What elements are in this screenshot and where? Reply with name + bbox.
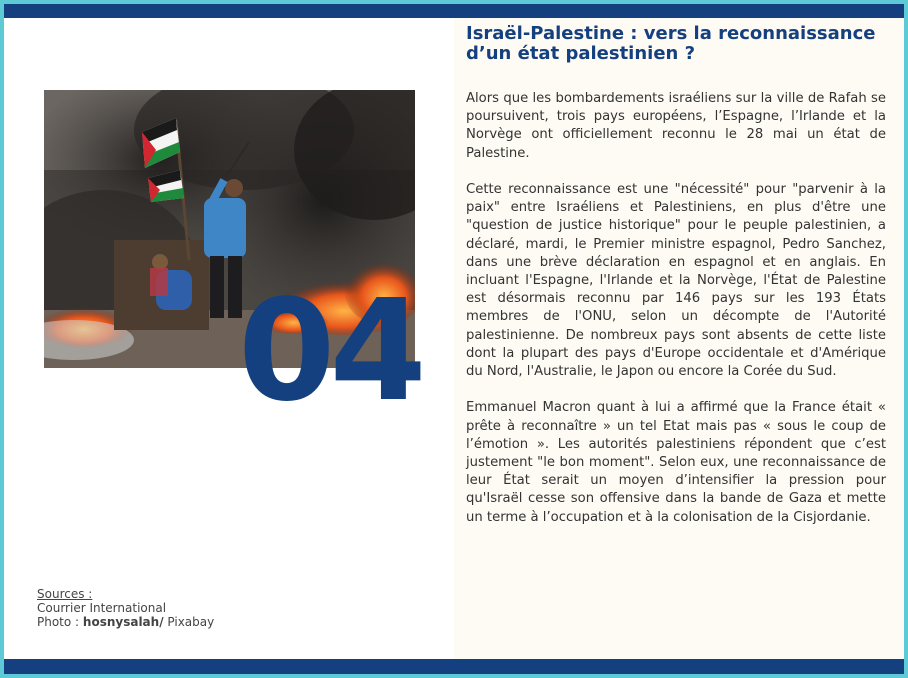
sources-block xyxy=(37,587,297,629)
article-title: Israël-Palestine : vers la reconnaissance d’un état palestinien ? xyxy=(466,23,876,64)
top-bar xyxy=(4,4,904,18)
photo-credit-author: hosnysalah/ xyxy=(82,615,164,629)
article-paragraph: Alors que les bombardements israéliens sur la ville de Rafah se poursuivent, trois pays européens, l’Espagne, l’Irlande et la Norvège ont officiellement reconnu le 28 mai un état de Palestine. xyxy=(466,91,886,161)
page-frame xyxy=(4,4,904,674)
sources-heading: Sources : xyxy=(37,587,93,601)
source-publication: Courrier International xyxy=(37,601,167,615)
photo-credit-site: Pixabay xyxy=(163,615,215,629)
article-paragraph: Emmanuel Macron quant à lui a affirmé que la France était « prête à reconnaître » un tel Etat mais pas « sous le coup de l’émotion ». Les autorités palestiniens répondent que c’est justement "le bon moment". Selon eux, une reconnaissance de leur État serait un moyen d’intensifier la pression pour qu'Israël cesse son offensive dans la bande de Gaza et mette un terme à l’occupation et à la colonisation de la Cisjordanie. xyxy=(466,400,886,525)
article-paragraph: Cette reconnaissance est une "nécessité" pour "parvenir à la paix" entre Israéliens et Palestiniens, en plus d'être une "question de justice historique" pour le peuple palestinien, a déclaré, mardi, le Premier ministre espagnol, Pedro Sanchez, dans une brève déclaration en espagnol et en anglais. En incluant l'Espagne, l'Irlande et la Norvège, l'État de Palestine est désormais reconnu par 146 pays sur les 193 États membres de l'ONU, selon un décompte de l'Autorité palestinienne. De nombreux pays sont absents de cette liste dont la plupart des pays d'Europe occidentale et d'Amérique du Nord, l'Australie, le Japon ou encore la Corée du Sud. xyxy=(466,182,886,380)
article-body xyxy=(466,90,886,545)
photo-credit-label: Photo : xyxy=(37,615,83,629)
photo-credit xyxy=(37,615,297,629)
page-number: 04 xyxy=(238,270,421,433)
bottom-bar xyxy=(4,659,904,674)
